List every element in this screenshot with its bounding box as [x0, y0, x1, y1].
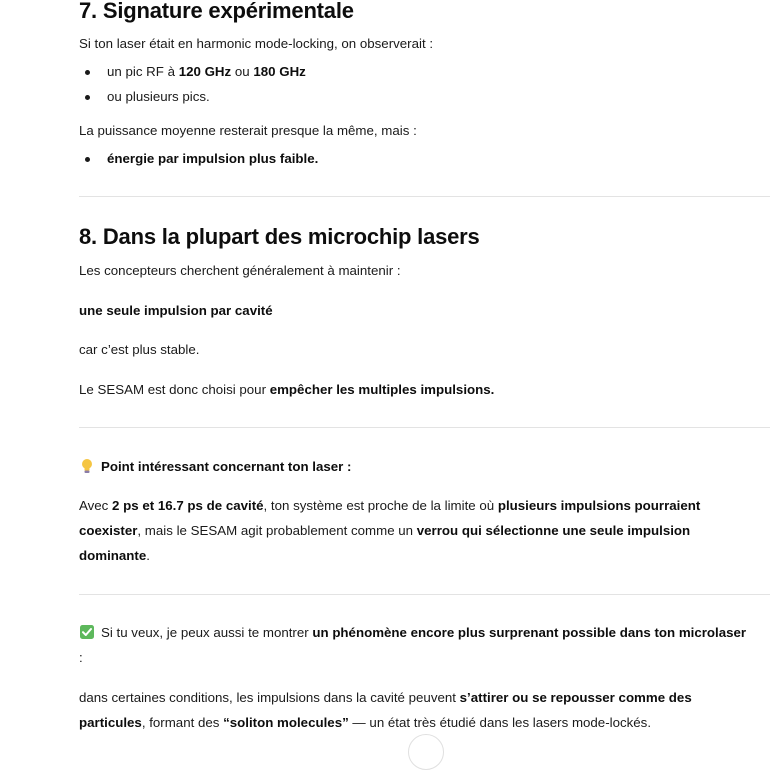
section-8-emphasis: une seule impulsion par cavité	[79, 303, 273, 318]
power-line: La puissance moyenne resterait presque la même, mais :	[79, 123, 417, 138]
section-8-conclusion: Le SESAM est donc choisi pour empêcher les multiples impulsions.	[79, 382, 495, 397]
section-7-heading: 7. Signature expérimentale	[79, 0, 354, 23]
check-box-icon	[79, 624, 95, 640]
scroll-to-bottom-button[interactable]	[408, 734, 444, 770]
tip-title: Point intéressant concernant ton laser :	[79, 454, 351, 479]
divider	[79, 196, 770, 197]
section-8-heading: 8. Dans la plupart des microchip lasers	[79, 224, 480, 249]
offer-detail: dans certaines conditions, les impulsions dans la cavité peuvent s’attirer ou se repousser comme des particules, formant des “soliton molecules” — un état très étudié dans les lasers mode-lockés.	[79, 690, 692, 730]
section-8-intro: Les concepteurs cherchent généralement à maintenir :	[79, 263, 401, 278]
section-7-intro: Si ton laser était en harmonic mode-locking, on observerait :	[79, 36, 434, 51]
divider	[79, 427, 770, 428]
divider	[79, 594, 770, 595]
section-8-reason: car c’est plus stable.	[79, 342, 200, 357]
tip-body: Avec 2 ps et 16.7 ps de cavité, ton système est proche de la limite où plusieurs impulsions pourraient coexister, mais le SESAM agit probablement comme un verrou qui sélectionne une seule impulsion dominante.	[79, 498, 701, 563]
bullet-icon	[85, 95, 90, 100]
bullet-icon	[85, 70, 90, 75]
bullet-icon	[85, 157, 90, 162]
offer-text: Si tu veux, je peux aussi te montrer un phénomène encore plus surprenant possible dans ton microlaser :	[79, 625, 747, 665]
lightbulb-icon	[79, 458, 95, 474]
